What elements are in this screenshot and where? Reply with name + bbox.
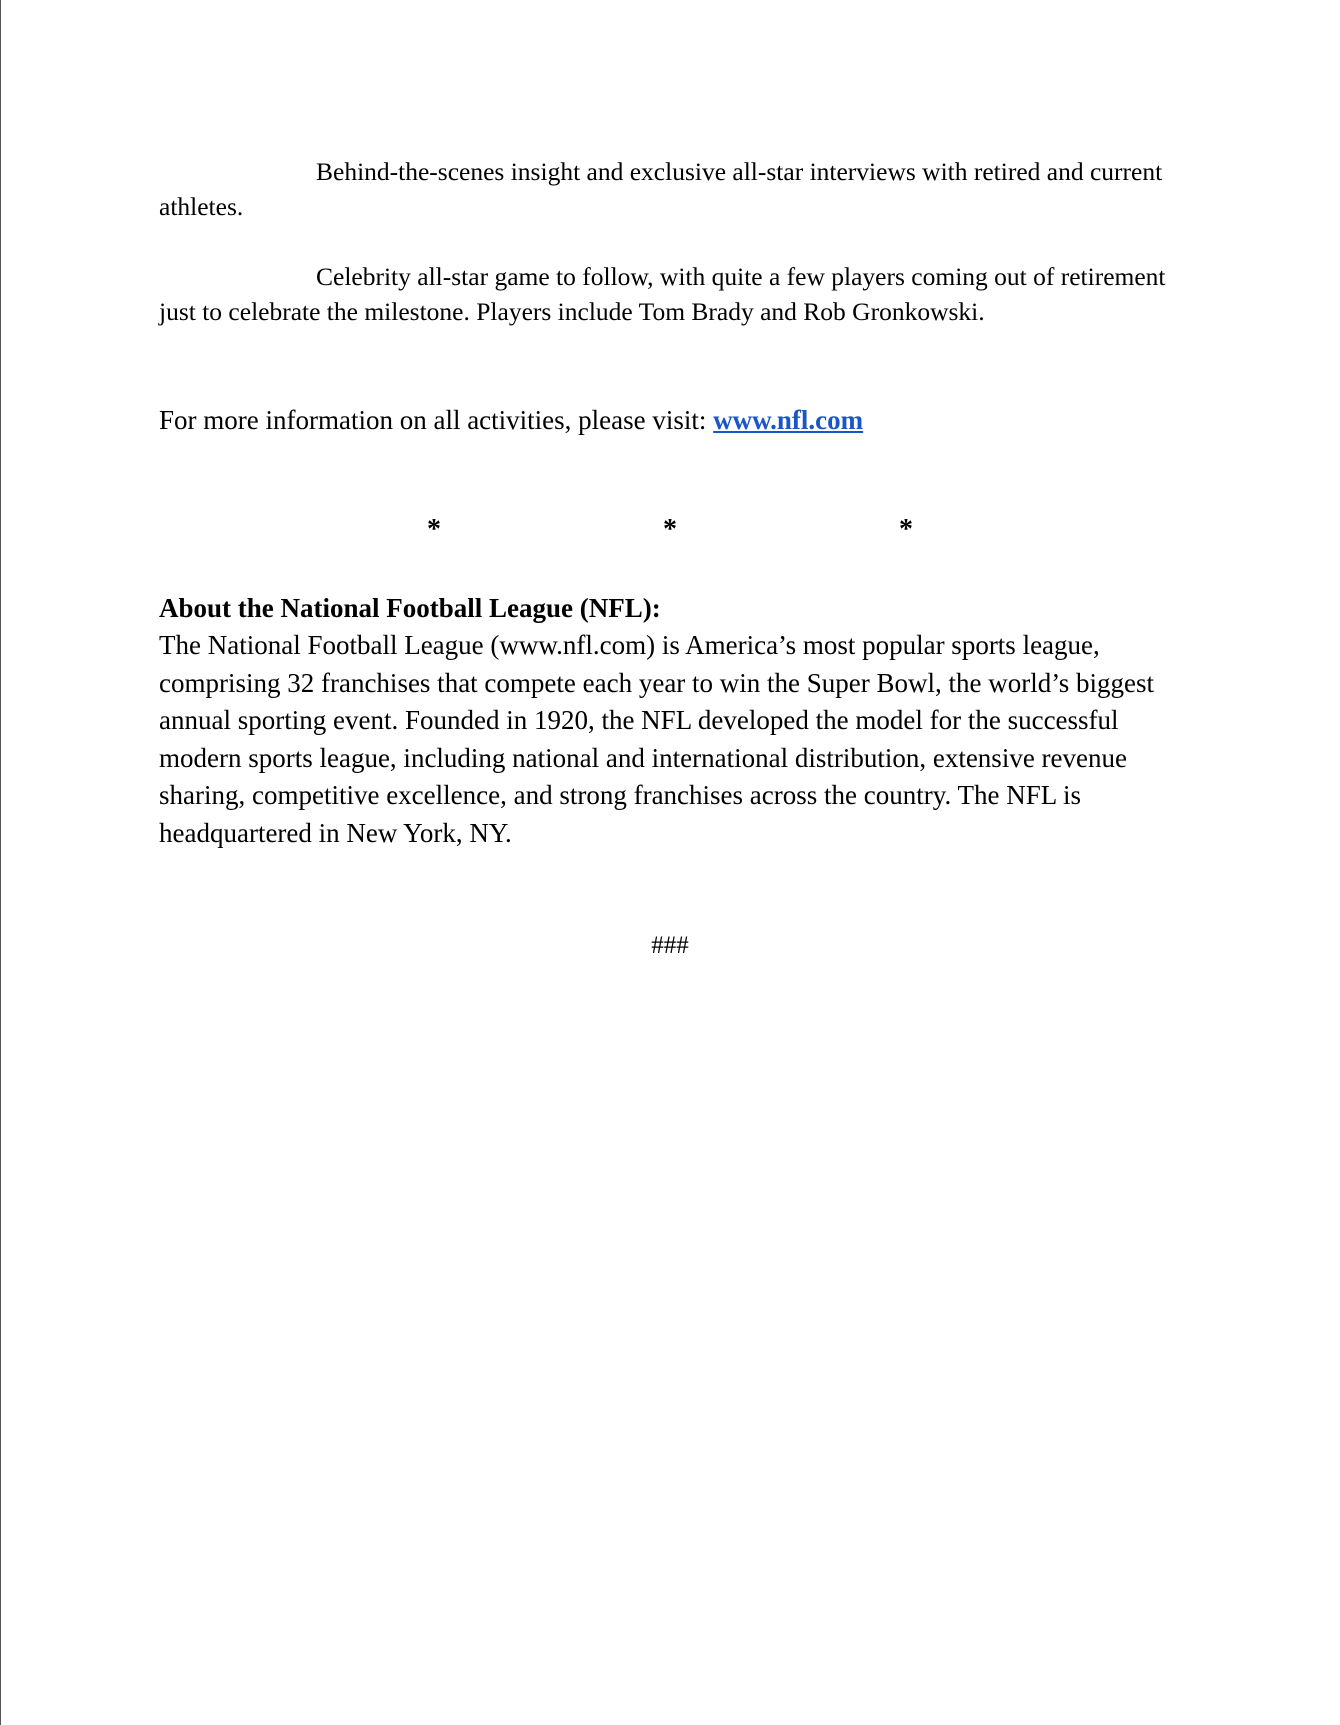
paragraph-interviews: Behind-the-scenes insight and exclusive all-star interviews with retired and current athletes. bbox=[159, 157, 1163, 221]
about-nfl-heading: About the National Football League (NFL): bbox=[159, 593, 661, 623]
about-nfl-body: The National Football League (www.nfl.com) is America’s most popular sports league, comprising 32 franchises that compete each year to win the Super Bowl, the world’s biggest annual sporting event. Founded in 1920, the NFL developed the model for the successful modern sports league, including national and international distribution, extensive revenue sharing, competitive excellence, and strong franchises across the country. The NFL is headquartered in New York, NY. bbox=[159, 630, 1155, 848]
paragraph-celebrity-game: Celebrity all-star game to follow, with quite a few players coming out of retirement just to celebrate the milestone. Players include Tom Brady and Rob Gronkowski. bbox=[159, 262, 1166, 326]
more-info-line bbox=[159, 401, 863, 439]
end-of-release-mark: ### bbox=[651, 932, 689, 959]
separator-asterisk: * bbox=[663, 514, 677, 545]
more-info-text: For more information on all activities, please visit: bbox=[159, 405, 714, 435]
separator-asterisk: * bbox=[899, 514, 913, 545]
nfl-website-link[interactable]: www.nfl.com bbox=[713, 405, 864, 435]
separator-asterisk: * bbox=[427, 514, 441, 545]
